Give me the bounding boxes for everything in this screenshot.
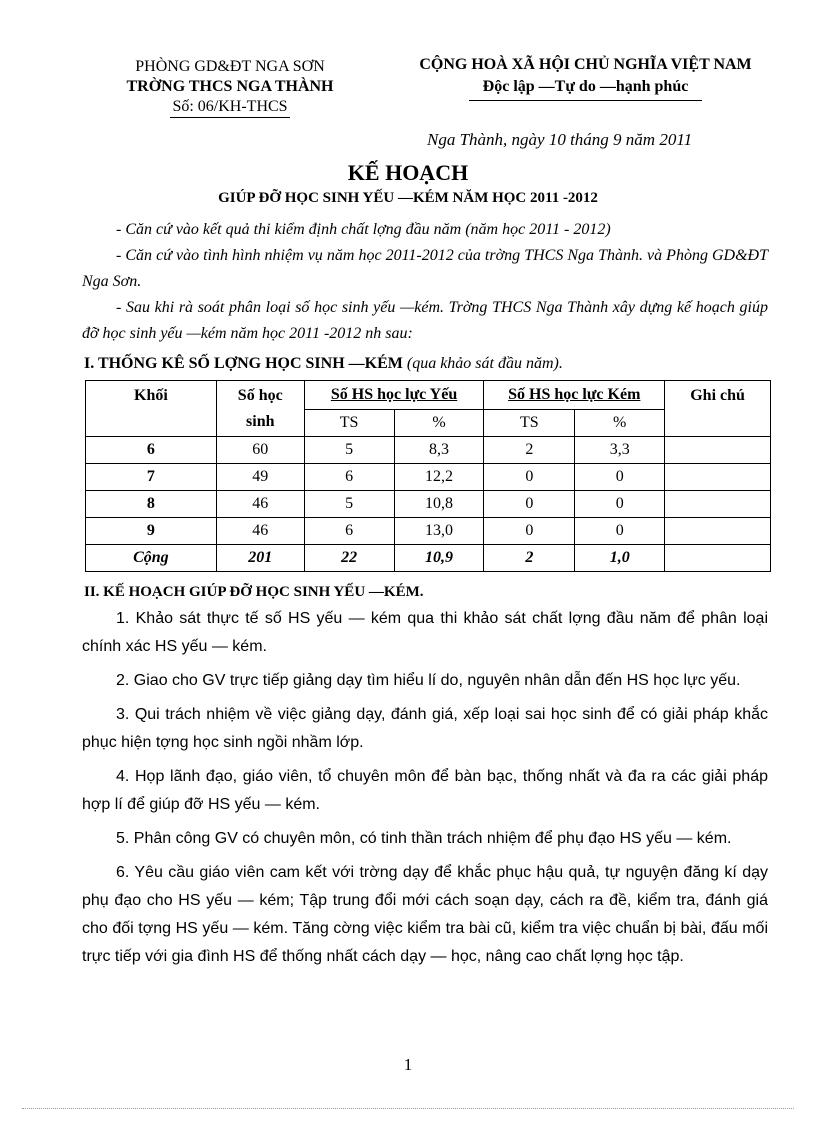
cell-kem-ts: 0 (484, 491, 575, 518)
cell-yeu-ts: 5 (304, 491, 394, 518)
page-subtitle: GIÚP ĐỠ HỌC SINH YẾU —KÉM NĂM HỌC 2011 -2012 (218, 190, 598, 206)
header-country: CỘNG HOÀ XÃ HỘI CHỦ NGHĨA VIỆT NAM (419, 56, 752, 73)
col-kem-pct: % (575, 410, 665, 437)
cell-ghi-chu (665, 518, 771, 545)
header-school: TRỜNG THCS NGA THÀNH (126, 78, 334, 95)
col-so-hoc-sinh-line1: Số học (237, 386, 283, 404)
col-so-hoc-sinh-line2: sinh (246, 412, 275, 430)
cell-so-hs: 49 (216, 464, 304, 491)
header-right (398, 54, 773, 101)
cell-ghi-chu (665, 545, 771, 572)
cell-kem-pct: 0 (575, 491, 665, 518)
table-row (86, 437, 771, 464)
cell-ghi-chu (665, 437, 771, 464)
intro-line-2: - Căn cứ vào tình hình nhiệm vụ năm học 2011-2012 của trờng THCS Nga Thành. và Phòng GD&ĐT Nga Sơn. (82, 247, 768, 290)
col-yeu-pct: % (394, 410, 484, 437)
intro-line-1: - Căn cứ vào kết quả thi kiểm định chất lợng đầu năm (năm học 2011 - 2012) (116, 221, 611, 238)
cell-ghi-chu (665, 464, 771, 491)
col-khoi: Khối (86, 381, 217, 437)
col-yeu-ts: TS (304, 410, 394, 437)
plan-item-5: 5. Phân công GV có chuyên môn, có tinh thần trách nhiệm để phụ đạo HS yếu — kém. (116, 830, 732, 847)
cell-yeu-ts: 6 (304, 518, 394, 545)
cell-kem-ts: 0 (484, 464, 575, 491)
plan-item-2: 2. Giao cho GV trực tiếp giảng dạy tìm hiểu lí do, nguyên nhân dẫn đến HS học lực yếu. (116, 672, 741, 689)
page-title: KẾ HOẠCH (347, 160, 469, 185)
cell-yeu-pct: 12,2 (394, 464, 484, 491)
cell-yeu-pct: 8,3 (394, 437, 484, 464)
cell-kem-pct: 3,3 (575, 437, 665, 464)
intro-line-3: - Sau khi rà soát phân loại số học sinh yếu —kém. Trờng THCS Nga Thành xây dựng kế hoạch giúp đỡ học sinh yếu —kém năm học 2011 -2012 nh sau: (82, 299, 768, 342)
col-kem: Số HS học lực Kém (484, 381, 665, 410)
table-row (86, 518, 771, 545)
intro-block (82, 217, 768, 347)
header-motto: Độc lập —Tự do —hạnh phúc (469, 76, 703, 101)
cell-khoi: Cộng (86, 545, 217, 572)
cell-so-hs: 46 (216, 491, 304, 518)
page-number: 1 (403, 1055, 413, 1074)
plan-item-3: 3. Qui trách nhiệm về việc giảng dạy, đánh giá, xếp loại sai học sinh để có giải pháp khắc phục hiện tợng học sinh ngồi nhầm lớp. (82, 706, 768, 751)
section2-title: II. KẾ HOẠCH GIÚP ĐỠ HỌC SINH YẾU —KÉM. (84, 584, 424, 600)
col-kem-ts: TS (484, 410, 575, 437)
cell-kem-ts: 2 (484, 545, 575, 572)
table-total-row (86, 545, 771, 572)
col-yeu: Số HS học lực Yếu (304, 381, 484, 410)
cell-yeu-ts: 5 (304, 437, 394, 464)
cell-khoi: 6 (86, 437, 217, 464)
col-so-hoc-sinh (216, 381, 304, 437)
cell-yeu-pct: 13,0 (394, 518, 484, 545)
cell-kem-pct: 1,0 (575, 545, 665, 572)
table-row (86, 491, 771, 518)
cell-ghi-chu (665, 491, 771, 518)
plan-item-4: 4. Họp lãnh đạo, giáo viên, tổ chuyên môn để bàn bạc, thống nhất và đa ra các giải pháp hợp lí để giúp đỡ HS yếu — kém. (82, 768, 768, 813)
cell-kem-pct: 0 (575, 464, 665, 491)
col-ghi-chu: Ghi chú (665, 381, 771, 437)
header-doc-number: Số: 06/KH-THCS (170, 97, 289, 118)
cell-kem-ts: 2 (484, 437, 575, 464)
cell-kem-ts: 0 (484, 518, 575, 545)
cell-khoi: 8 (86, 491, 217, 518)
cell-yeu-pct: 10,8 (394, 491, 484, 518)
date-line: Nga Thành, ngày 10 tháng 9 năm 2011 (427, 130, 693, 149)
table-header-row (86, 381, 771, 410)
cell-so-hs: 46 (216, 518, 304, 545)
cell-yeu-ts: 22 (304, 545, 394, 572)
header-left (95, 57, 365, 118)
cell-so-hs: 201 (216, 545, 304, 572)
cell-khoi: 7 (86, 464, 217, 491)
section2-body (82, 605, 768, 971)
section1-title: I. THỐNG KÊ SỐ LỢNG HỌC SINH —KÉM (84, 355, 403, 372)
cell-so-hs: 60 (216, 437, 304, 464)
cell-khoi: 9 (86, 518, 217, 545)
cell-yeu-pct: 10,9 (394, 545, 484, 572)
table-row (86, 464, 771, 491)
section1-heading (84, 355, 563, 373)
cell-yeu-ts: 6 (304, 464, 394, 491)
plan-item-6: 6. Yêu cầu giáo viên cam kết với trờng dạy để khắc phục hậu quả, tự nguyện đăng kí dạy phụ đạo cho HS yếu — kém; Tập trung đổi mới cách soạn dạy, cách ra đề, kiểm tra, đánh giá cho đối tợng HS yếu — kém. Tăng cờng việc kiểm tra bài cũ, kiểm tra việc chuẩn bị bài, đấu mối trực tiếp với gia đình HS để thống nhất cách dạy — học, nâng cao chất lợng học tập. (82, 864, 768, 965)
section1-note: (qua khảo sát đầu năm). (406, 355, 563, 372)
plan-item-1: 1. Khảo sát thực tế số HS yếu — kém qua thi khảo sát chất lợng đầu năm để phân loại chính xác HS yếu — kém. (82, 610, 768, 655)
header-dept: PHÒNG GD&ĐT NGA SƠN (135, 58, 325, 75)
cell-kem-pct: 0 (575, 518, 665, 545)
stats-table (85, 380, 771, 572)
page-bottom-divider (22, 1108, 794, 1109)
